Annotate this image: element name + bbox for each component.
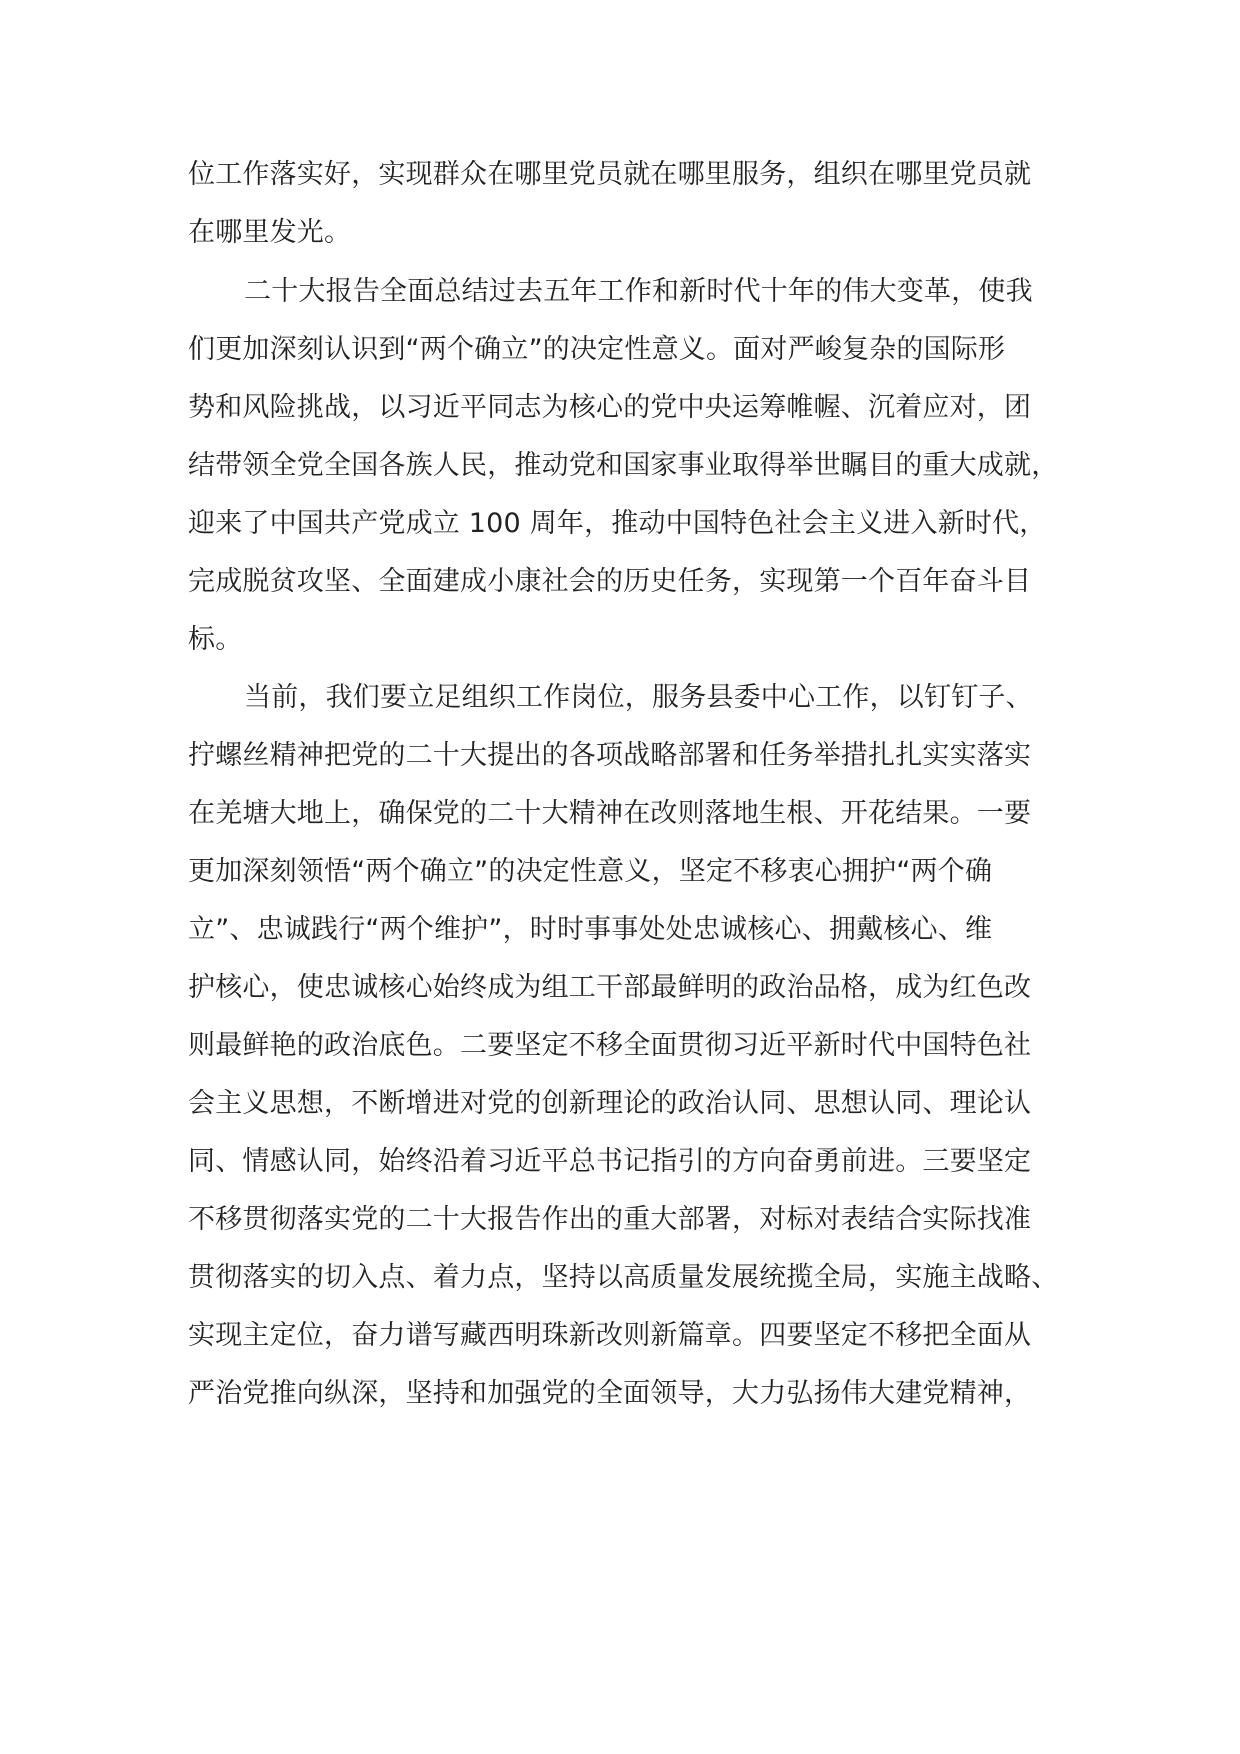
text-line: 标。 xyxy=(188,624,243,655)
text-line: 立”、忠诚践行“两个维护”，时时事事处处忠诚核心、拥戴核心、维 xyxy=(188,914,993,945)
text-line: 不移贯彻落实党的二十大报告作出的重大部署，对标对表结合实际找准 xyxy=(188,1204,1032,1235)
text-line: 结带领全党全国各族人民，推动党和国家事业取得举世瞩目的重大成就， xyxy=(188,450,1059,481)
text-line: 势和风险挑战，以习近平同志为核心的党中央运筹帷幄、沉着应对，团 xyxy=(188,392,1032,423)
text-line: 迎来了中国共产党成立 100 周年，推动中国特色社会主义进入新时代， xyxy=(188,508,1047,539)
paragraph-first-line: 二十大报告全面总结过去五年工作和新时代十年的伟大变革，使我 xyxy=(244,276,1033,307)
text-line: 完成脱贫攻坚、全面建成小康社会的历史任务，实现第一个百年奋斗目 xyxy=(188,566,1032,597)
text-line: 们更加深刻认识到“两个确立”的决定性意义。面对严峻复杂的国际形 xyxy=(188,334,1006,365)
text-line: 会主义思想，不断增进对党的创新理论的政治认同、思想认同、理论认 xyxy=(188,1088,1032,1119)
text-line: 实现主定位，奋力谱写藏西明珠新改则新篇章。四要坚定不移把全面从 xyxy=(188,1320,1032,1351)
text-line: 位工作落实好，实现群众在哪里党员就在哪里服务，组织在哪里党员就 xyxy=(188,159,1032,190)
text-line: 护核心，使忠诚核心始终成为组工干部最鲜明的政治品格，成为红色改 xyxy=(188,972,1032,1003)
text-line: 贯彻落实的切入点、着力点，坚持以高质量发展统揽全局，实施主战略、 xyxy=(188,1262,1059,1293)
text-line: 在羌塘大地上，确保党的二十大精神在改则落地生根、开花结果。一要 xyxy=(188,798,1032,829)
text-line: 更加深刻领悟“两个确立”的决定性意义，坚定不移衷心拥护“两个确 xyxy=(188,856,993,887)
text-line: 严治党推向纵深，坚持和加强党的全面领导，大力弘扬伟大建党精神， xyxy=(188,1378,1032,1409)
paragraph-first-line: 当前，我们要立足组织工作岗位，服务县委中心工作，以钉钉子、 xyxy=(244,682,1033,713)
text-line: 在哪里发光。 xyxy=(188,217,352,248)
text-line: 同、情感认同，始终沿着习近平总书记指引的方向奋勇前进。三要坚定 xyxy=(188,1146,1032,1177)
text-line: 则最鲜艳的政治底色。二要坚定不移全面贯彻习近平新时代中国特色社 xyxy=(188,1030,1032,1061)
text-line: 拧螺丝精神把党的二十大提出的各项战略部署和任务举措扎扎实实落实 xyxy=(188,740,1032,771)
